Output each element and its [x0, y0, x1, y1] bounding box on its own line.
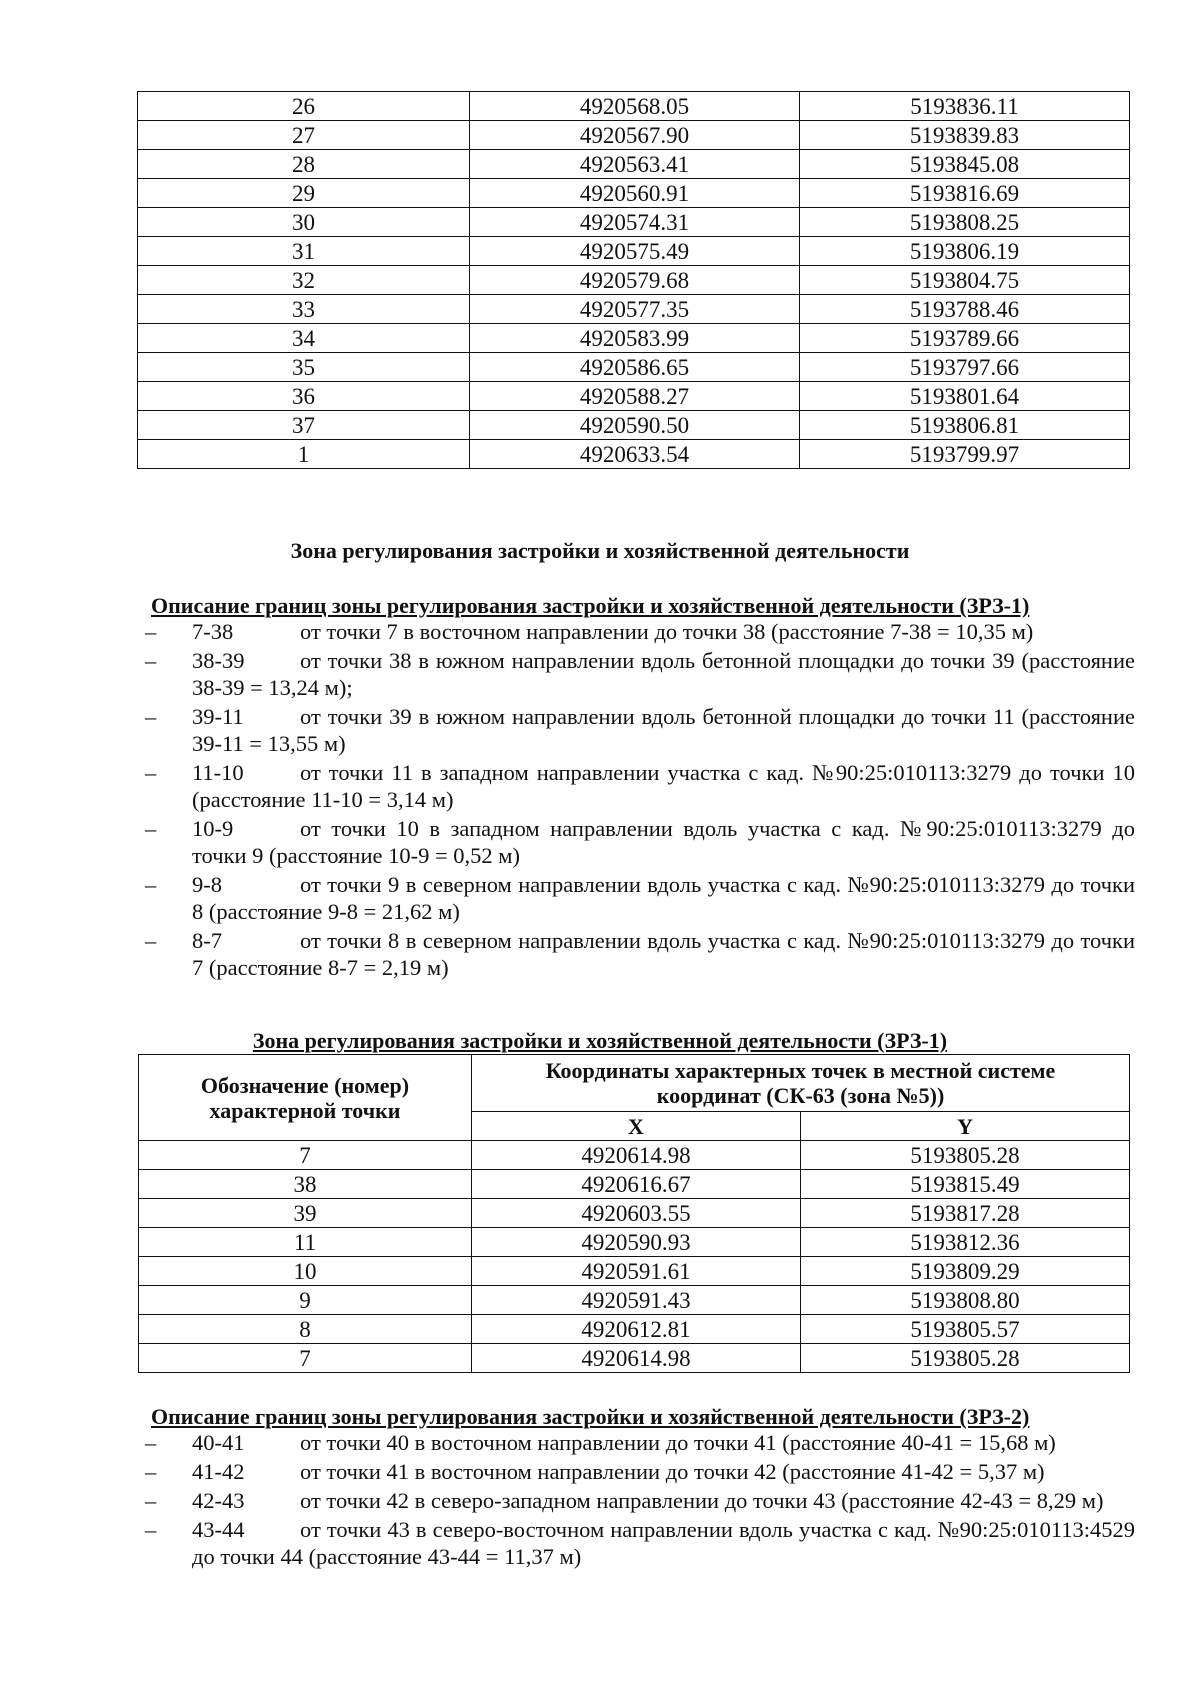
header-x: X	[472, 1112, 801, 1141]
table-row	[138, 208, 1130, 237]
segment-text: от точки 42 в северо-западном направлении до точки 43 (расстояние 42-43 = 8,29 м)	[300, 1488, 1104, 1513]
segment-text: от точки 39 в южном направлении вдоль бетонной площадки до точки 11 (расстояние 39-11 = 13,55 м)	[192, 704, 1135, 756]
table-row	[138, 382, 1130, 411]
segment-code: 10-9	[192, 816, 234, 841]
y-coordinate: 5193816.69	[800, 179, 1130, 208]
segment-text: от точки 41 в восточном направлении до точки 42 (расстояние 41-42 = 5,37 м)	[300, 1459, 1045, 1484]
point-number: 31	[138, 237, 470, 266]
list-item	[145, 1487, 1135, 1514]
point-number: 7	[139, 1344, 472, 1373]
x-coordinate: 4920588.27	[470, 382, 800, 411]
point-number: 26	[138, 92, 470, 121]
list-item	[145, 703, 1135, 757]
section1-list	[145, 618, 1135, 983]
point-number: 33	[138, 295, 470, 324]
table-row	[138, 440, 1130, 469]
dash-marker: –	[145, 928, 157, 953]
segment-code: 43-44	[192, 1517, 245, 1542]
x-coordinate: 4920614.98	[472, 1344, 801, 1373]
zone-heading: Зона регулирования застройки и хозяйственной деятельности	[290, 538, 910, 563]
point-number: 28	[138, 150, 470, 179]
list-item	[145, 759, 1135, 813]
x-coordinate: 4920591.43	[472, 1286, 801, 1315]
coordinates-table-continued	[137, 91, 1130, 469]
x-coordinate: 4920616.67	[472, 1170, 801, 1199]
point-number: 35	[138, 353, 470, 382]
y-coordinate: 5193836.11	[800, 92, 1130, 121]
x-coordinate: 4920567.90	[470, 121, 800, 150]
y-coordinate: 5193806.19	[800, 237, 1130, 266]
dash-marker: –	[145, 760, 157, 785]
table-row	[139, 1199, 1130, 1228]
y-coordinate: 5193806.81	[800, 411, 1130, 440]
segment-code: 39-11	[192, 704, 244, 729]
segment-text: от точки 43 в северо-восточном направлении вдоль участка с кад. №90:25:010113:4529 до точки 44 (расстояние 43-44 = 11,37 м)	[192, 1517, 1135, 1569]
zrz1-coordinates-table	[138, 1054, 1130, 1373]
y-coordinate: 5193815.49	[801, 1170, 1130, 1199]
table-row	[138, 121, 1130, 150]
point-number: 1	[138, 440, 470, 469]
y-coordinate: 5193809.29	[801, 1257, 1130, 1286]
table-row	[138, 150, 1130, 179]
x-coordinate: 4920590.50	[470, 411, 800, 440]
x-coordinate: 4920590.93	[472, 1228, 801, 1257]
section1-title: Описание границ зоны регулирования застройки и хозяйственной деятельности (ЗРЗ-1)	[151, 593, 1030, 618]
point-number: 34	[138, 324, 470, 353]
segment-code: 41-42	[192, 1459, 245, 1484]
list-item	[145, 1429, 1135, 1456]
dash-marker: –	[145, 816, 157, 841]
x-coordinate: 4920568.05	[470, 92, 800, 121]
list-item	[145, 647, 1135, 701]
point-number: 38	[139, 1170, 472, 1199]
point-number: 7	[139, 1141, 472, 1170]
dash-marker: –	[145, 1459, 157, 1484]
table2-title: Зона регулирования застройки и хозяйственной деятельности (ЗРЗ-1)	[252, 1028, 948, 1053]
list-item	[145, 1516, 1135, 1570]
x-coordinate: 4920591.61	[472, 1257, 801, 1286]
list-item	[145, 618, 1135, 645]
segment-text: от точки 9 в северном направлении вдоль участка с кад. №90:25:010113:3279 до точки 8 (расстояние 9-8 = 21,62 м)	[192, 872, 1135, 924]
segment-code: 11-10	[192, 760, 244, 785]
point-number: 27	[138, 121, 470, 150]
y-coordinate: 5193805.57	[801, 1315, 1130, 1344]
x-coordinate: 4920633.54	[470, 440, 800, 469]
x-coordinate: 4920563.41	[470, 150, 800, 179]
y-coordinate: 5193839.83	[800, 121, 1130, 150]
y-coordinate: 5193804.75	[800, 266, 1130, 295]
x-coordinate: 4920603.55	[472, 1199, 801, 1228]
y-coordinate: 5193801.64	[800, 382, 1130, 411]
x-coordinate: 4920579.68	[470, 266, 800, 295]
y-coordinate: 5193799.97	[800, 440, 1130, 469]
table-row	[138, 237, 1130, 266]
header-y: Y	[801, 1112, 1130, 1141]
segment-text: от точки 8 в северном направлении вдоль участка с кад. №90:25:010113:3279 до точки 7 (расстояние 8-7 = 2,19 м)	[192, 928, 1135, 980]
table-row	[139, 1286, 1130, 1315]
table-row	[138, 295, 1130, 324]
header-coordinates: Координаты характерных точек в местной системе координат (СК-63 (зона №5))	[472, 1055, 1130, 1112]
segment-code: 38-39	[192, 648, 245, 673]
dash-marker: –	[145, 872, 157, 897]
y-coordinate: 5193808.25	[800, 208, 1130, 237]
table-row	[138, 353, 1130, 382]
x-coordinate: 4920560.91	[470, 179, 800, 208]
y-coordinate: 5193808.80	[801, 1286, 1130, 1315]
x-coordinate: 4920583.99	[470, 324, 800, 353]
dash-marker: –	[145, 1430, 157, 1455]
point-number: 11	[139, 1228, 472, 1257]
list-item	[145, 871, 1135, 925]
dash-marker: –	[145, 704, 157, 729]
x-coordinate: 4920574.31	[470, 208, 800, 237]
segment-code: 42-43	[192, 1488, 245, 1513]
y-coordinate: 5193817.28	[801, 1199, 1130, 1228]
point-number: 9	[139, 1286, 472, 1315]
table-row	[138, 411, 1130, 440]
list-item	[145, 1458, 1135, 1485]
table-row	[139, 1170, 1130, 1199]
dash-marker: –	[145, 619, 157, 644]
segment-code: 8-7	[192, 928, 222, 953]
table-row	[139, 1228, 1130, 1257]
table-row	[139, 1344, 1130, 1373]
segment-text: от точки 10 в западном направлении вдоль участка с кад. №90:25:010113:3279 до точки 9 (расстояние 10-9 = 0,52 м)	[192, 816, 1135, 868]
section2-title: Описание границ зоны регулирования застройки и хозяйственной деятельности (ЗРЗ-2)	[151, 1404, 1030, 1429]
dash-marker: –	[145, 1517, 157, 1542]
segment-text: от точки 11 в западном направлении участка с кад. №90:25:010113:3279 до точки 10 (расстояние 11-10 = 3,14 м)	[192, 760, 1135, 812]
list-item	[145, 815, 1135, 869]
segment-code: 40-41	[192, 1430, 245, 1455]
table-row	[139, 1141, 1130, 1170]
segment-text: от точки 40 в восточном направлении до точки 41 (расстояние 40-41 = 15,68 м)	[300, 1430, 1056, 1455]
table-row	[139, 1257, 1130, 1286]
x-coordinate: 4920575.49	[470, 237, 800, 266]
section2-list	[145, 1429, 1135, 1572]
segment-code: 9-8	[192, 872, 222, 897]
point-number: 10	[139, 1257, 472, 1286]
dash-marker: –	[145, 648, 157, 673]
point-number: 36	[138, 382, 470, 411]
segment-text: от точки 38 в южном направлении вдоль бетонной площадки до точки 39 (расстояние 38-39 = 13,24 м);	[192, 648, 1135, 700]
table-row	[138, 179, 1130, 208]
table-row	[138, 266, 1130, 295]
table-row	[139, 1315, 1130, 1344]
y-coordinate: 5193805.28	[801, 1141, 1130, 1170]
table-row	[138, 92, 1130, 121]
y-coordinate: 5193845.08	[800, 150, 1130, 179]
y-coordinate: 5193812.36	[801, 1228, 1130, 1257]
point-number: 8	[139, 1315, 472, 1344]
y-coordinate: 5193805.28	[801, 1344, 1130, 1373]
x-coordinate: 4920577.35	[470, 295, 800, 324]
x-coordinate: 4920614.98	[472, 1141, 801, 1170]
x-coordinate: 4920586.65	[470, 353, 800, 382]
header-point-number: Обозначение (номер) характерной точки	[139, 1055, 472, 1141]
point-number: 30	[138, 208, 470, 237]
segment-text: от точки 7 в восточном направлении до точки 38 (расстояние 7-38 = 10,35 м)	[300, 619, 1034, 644]
segment-code: 7-38	[192, 619, 234, 644]
list-item	[145, 927, 1135, 981]
y-coordinate: 5193797.66	[800, 353, 1130, 382]
point-number: 29	[138, 179, 470, 208]
y-coordinate: 5193789.66	[800, 324, 1130, 353]
dash-marker: –	[145, 1488, 157, 1513]
y-coordinate: 5193788.46	[800, 295, 1130, 324]
point-number: 39	[139, 1199, 472, 1228]
point-number: 37	[138, 411, 470, 440]
point-number: 32	[138, 266, 470, 295]
table-row	[138, 324, 1130, 353]
x-coordinate: 4920612.81	[472, 1315, 801, 1344]
